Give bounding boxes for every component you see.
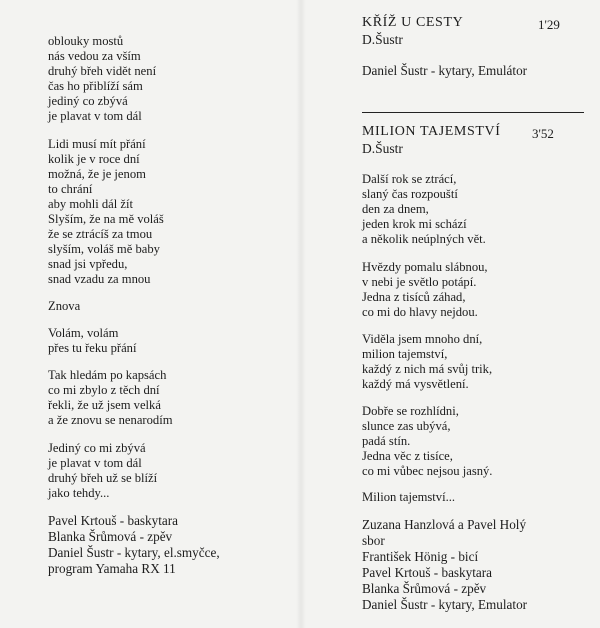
lyric-line: Volám, volám xyxy=(48,326,119,340)
lyric-line: každý má vysvětlení. xyxy=(362,377,469,391)
lyric-line: jako tehdy... xyxy=(48,486,110,500)
credit-line: Daniel Šustr - kytary, Emulator xyxy=(362,597,528,612)
lyric-line: den za dnem, xyxy=(362,202,429,216)
credit-line: František Hönig - bicí xyxy=(362,549,479,564)
lyric-line: kolik je v roce dní xyxy=(48,152,140,166)
credit-line: Pavel Krtouš - baskytara xyxy=(362,565,493,580)
credit-line: Daniel Šustr - kytary, el.smyčce, xyxy=(48,545,220,560)
lyric-line: jediný co zbývá xyxy=(48,94,128,108)
lyric-line: Viděla jsem mnoho dní, xyxy=(362,332,483,346)
lyric-line: Lidi musí mít přání xyxy=(48,137,146,151)
lyric-line: čas ho přiblíží sám xyxy=(48,79,143,93)
lyric-line: druhý břeh už se blíží xyxy=(48,471,158,485)
credit-line: Zuzana Hanzlová a Pavel Holý xyxy=(362,517,527,532)
lyric-line: a že znovu se nenarodím xyxy=(48,413,173,427)
lyric-line: možná, že je jenom xyxy=(48,167,146,181)
lyric-line: co mi zbylo z těch dní xyxy=(48,383,160,397)
credit-line: Pavel Krtouš - baskytara xyxy=(48,513,179,528)
song-title: MILION TAJEMSTVÍ xyxy=(362,124,501,139)
lyric-line: slyším, voláš mě baby xyxy=(48,242,160,256)
lyric-line: Jediný co mi zbývá xyxy=(48,441,146,455)
lyric-line: snad vzadu za mnou xyxy=(48,272,151,286)
lyric-line: druhý břeh vidět není xyxy=(48,64,157,78)
credit-line: Blanka Šrůmová - zpěv xyxy=(362,581,487,596)
lyric-line: řekli, že už jsem velká xyxy=(48,398,161,412)
credit-line: Blanka Šrůmová - zpěv xyxy=(48,529,173,544)
lyric-line: v nebi je světlo potápí. xyxy=(362,275,477,289)
page-fold xyxy=(296,0,306,628)
lyric-line: nás vedou za vším xyxy=(48,49,141,63)
lyric-line: přes tu řeku přání xyxy=(48,341,137,355)
lyric-line: Milion tajemství... xyxy=(362,490,456,504)
lyric-line: Hvězdy pomalu slábnou, xyxy=(362,260,488,274)
lyric-line: Jedna věc z tisíce, xyxy=(362,449,453,463)
lyric-line: Jedna z tisíců záhad, xyxy=(362,290,466,304)
lyric-line: Dobře se rozhlídni, xyxy=(362,404,459,418)
credit-line: program Yamaha RX 11 xyxy=(48,561,176,576)
lyric-line: oblouky mostů xyxy=(48,34,124,48)
lyric-line: milion tajemství, xyxy=(362,347,448,361)
lyric-line: Další rok se ztrácí, xyxy=(362,172,457,186)
lyric-line: slunce zas ubývá, xyxy=(362,419,451,433)
lyric-line: každý z nich má svůj trik, xyxy=(362,362,493,376)
lyric-line: co mi vůbec nejsou jasný. xyxy=(362,464,493,478)
lyric-line: že se ztrácíš za tmou xyxy=(48,227,153,241)
lyric-line: Tak hledám po kapsách xyxy=(48,368,167,382)
lyric-line: aby mohli dál žít xyxy=(48,197,133,211)
lyric-line: Znova xyxy=(48,299,81,313)
song-title: KŘÍŽ U CESTY xyxy=(362,15,464,30)
lyric-line: jeden krok mi schází xyxy=(362,217,467,231)
lyric-line: co mi do hlavy nejdou. xyxy=(362,305,478,319)
credit-line: Daniel Šustr - kytary, Emulátor xyxy=(362,63,528,78)
song-author: D.Šustr xyxy=(362,141,403,156)
lyric-line: padá stín. xyxy=(362,434,411,448)
divider xyxy=(362,112,584,113)
song-duration: 1'29 xyxy=(538,17,560,32)
credit-line: sbor xyxy=(362,533,385,548)
lyric-line: je plavat v tom dál xyxy=(48,109,142,123)
lyric-line: snad jsi vpředu, xyxy=(48,257,128,271)
lyric-line: slaný čas rozpouští xyxy=(362,187,458,201)
song-duration: 3'52 xyxy=(532,126,554,141)
lyric-line: a několik neúplných vět. xyxy=(362,232,486,246)
lyric-line: Slyším, že na mě voláš xyxy=(48,212,164,226)
lyric-line: to chrání xyxy=(48,182,93,196)
lyric-line: je plavat v tom dál xyxy=(48,456,142,470)
song-author: D.Šustr xyxy=(362,32,403,47)
